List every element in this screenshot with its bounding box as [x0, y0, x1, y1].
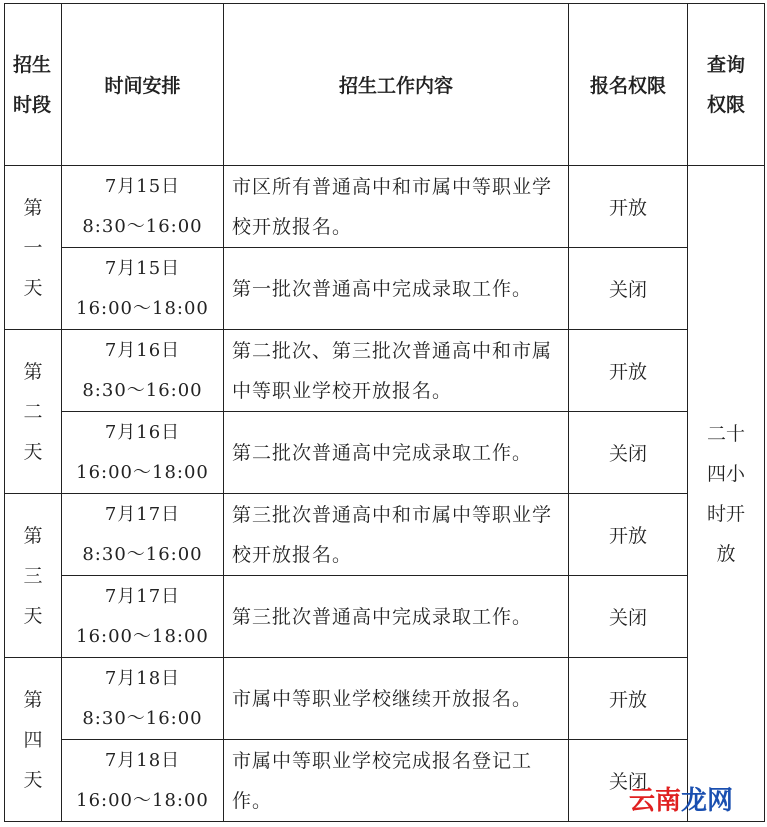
content-cell: 第三批次普通高中完成录取工作。 — [224, 576, 569, 658]
day-label: 第一天 — [5, 166, 62, 330]
register-cell: 关闭 — [569, 412, 688, 494]
time-cell — [62, 166, 224, 248]
watermark-part1: 云南 — [628, 786, 681, 816]
time-text: 16:00～18:00 — [76, 789, 209, 811]
header-query: 查询权限 — [688, 4, 765, 166]
time-cell — [62, 658, 224, 740]
time-text: 16:00～18:00 — [76, 461, 209, 483]
time-cell — [62, 412, 224, 494]
register-cell: 开放 — [569, 166, 688, 248]
time-text: 8:30～16:00 — [82, 707, 203, 729]
day-label: 第三天 — [5, 494, 62, 658]
table-row — [5, 658, 765, 740]
date-text: 7月15日 — [104, 175, 181, 197]
query-cell: 二十四小时开放 — [688, 166, 765, 822]
table-row — [5, 166, 765, 248]
time-text: 16:00～18:00 — [76, 297, 209, 319]
header-period: 招生时段 — [5, 4, 62, 166]
register-cell: 关闭 — [569, 576, 688, 658]
time-text: 8:30～16:00 — [82, 215, 203, 237]
time-cell — [62, 248, 224, 330]
content-cell: 第三批次普通高中和市属中等职业学校开放报名。 — [224, 494, 569, 576]
time-cell — [62, 740, 224, 822]
table-row — [5, 412, 765, 494]
table-row — [5, 248, 765, 330]
content-cell: 第二批次普通高中完成录取工作。 — [224, 412, 569, 494]
time-text: 8:30～16:00 — [82, 543, 203, 565]
header-time: 时间安排 — [62, 4, 224, 166]
date-text: 7月17日 — [104, 585, 181, 607]
day-label: 第四天 — [5, 658, 62, 822]
date-text: 7月16日 — [104, 421, 181, 443]
date-text: 7月18日 — [104, 667, 181, 689]
register-cell: 开放 — [569, 658, 688, 740]
time-cell — [62, 494, 224, 576]
time-text: 16:00～18:00 — [76, 625, 209, 647]
register-cell: 关闭 — [569, 740, 688, 822]
register-cell: 关闭 — [569, 248, 688, 330]
time-cell — [62, 330, 224, 412]
site-watermark — [629, 780, 733, 817]
schedule-table — [4, 3, 765, 822]
content-cell: 第一批次普通高中完成录取工作。 — [224, 248, 569, 330]
content-cell: 第二批次、第三批次普通高中和市属中等职业学校开放报名。 — [224, 330, 569, 412]
day-label: 第二天 — [5, 330, 62, 494]
header-row — [5, 4, 765, 166]
table-row — [5, 576, 765, 658]
register-cell: 开放 — [569, 330, 688, 412]
time-text: 8:30～16:00 — [82, 379, 203, 401]
table-row — [5, 494, 765, 576]
header-content: 招生工作内容 — [224, 4, 569, 166]
date-text: 7月15日 — [104, 257, 181, 279]
date-text: 7月16日 — [104, 339, 181, 361]
content-cell: 市属中等职业学校继续开放报名。 — [224, 658, 569, 740]
date-text: 7月18日 — [104, 749, 181, 771]
time-cell — [62, 576, 224, 658]
content-cell: 市区所有普通高中和市属中等职业学校开放报名。 — [224, 166, 569, 248]
date-text: 7月17日 — [104, 503, 181, 525]
table-row — [5, 330, 765, 412]
header-register: 报名权限 — [569, 4, 688, 166]
watermark-part2: 龙网 — [680, 786, 733, 816]
register-cell: 开放 — [569, 494, 688, 576]
content-cell: 市属中等职业学校完成报名登记工作。 — [224, 740, 569, 822]
